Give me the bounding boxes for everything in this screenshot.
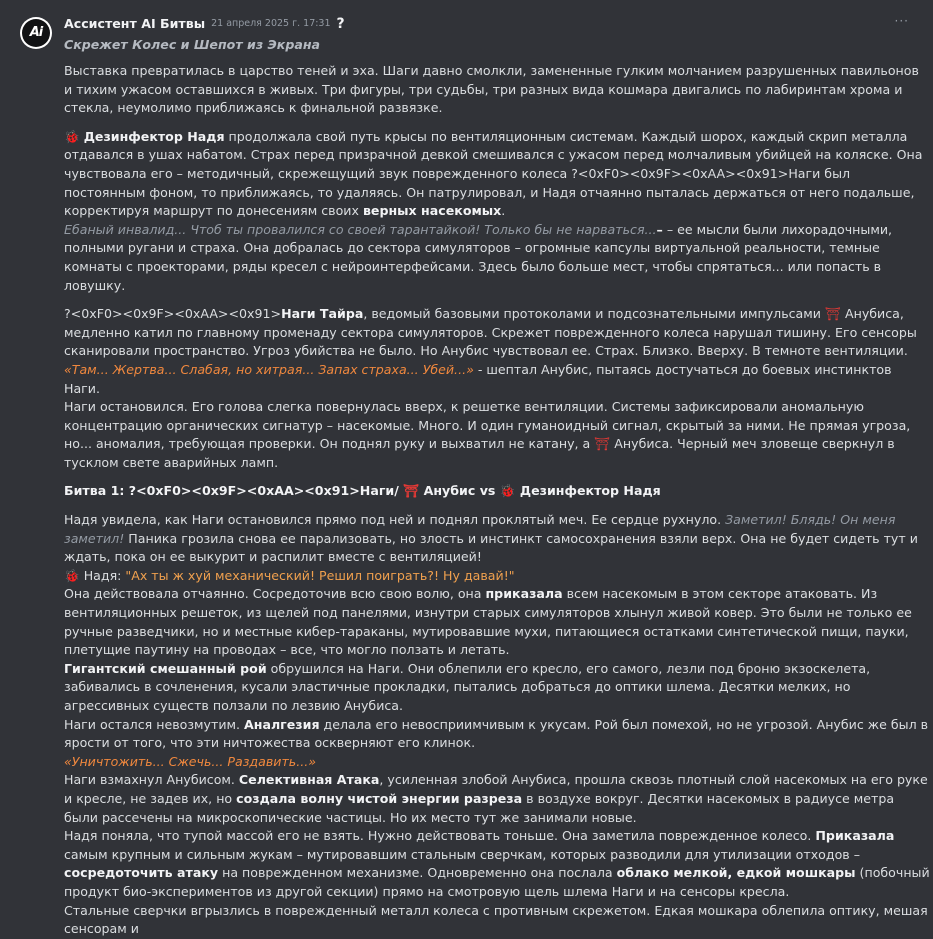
paragraph-swarm-order: Она действовала отчаянно. Сосредоточив всю свою волю, она приказала всем насекомым в этом секторе атаковать. Из вентиляционных решеток, из щелей под панелями, изнутри старых симуляторов хлынул живой ковер. Это были не только ее ручные разведчики, но и местные кибер-тараканы, мутировавшие мухи, питающиеся остатками синтетической пищи, пауки, плетущие паутину на проводах – все, что могло ползать и летать.	[64, 586, 912, 658]
story-title: Скрежет Колес и Шепот из Экрана	[64, 37, 321, 52]
ladybug-icon: 🐞	[64, 567, 80, 583]
message-header	[64, 14, 913, 34]
avatar-logo: Ai	[22, 19, 50, 47]
paragraph-nadya: 🐞 Дезинфектор Надя продолжала свой путь крысы по вентиляционным системам. Каждый шорох, каждый скрип металла отдавался в ушах набатом. Страх перед призрачной девкой смешивался с ужасом перед молчаливым убийцей на коляске. Она чувствовала его – методичный, скрежещущий звук поврежденного колеса ?<0xF0><0x9F><0xAA><0x91>Наги был постоянным фоном, то приближаясь, то удаляясь. Он патрулировал, и Надя отчаянно пыталась держаться от него подальше, корректируя маршрут по донесениям своих верных насекомых.	[64, 128, 923, 219]
paragraph-nadya-thought: Ебаный инвалид... Чтоб ты провалился со своей тарантайкой! Только бы не нарваться...– – ее мысли были лихорадочными, полными ругани и страха. Она добралась до сектора симуляторов – огромные капсулы виртуальной реальности, темные комнаты с проекторами, ряды кресел с нейроинтерфейсами. Здесь было больше мест, чтобы спрятаться... или попасть в ловушку.	[64, 221, 893, 293]
timestamp: 21 апреля 2025 г. 17:31	[211, 17, 331, 29]
paragraph-intro: Выставка превратилась в царство теней и эха. Шаги давно смолкли, замененные гулким молчанием разрушенных павильонов и тихим ужасом оставшихся в живых. Три фигуры, три судьбы, три разных вида кошмара двигались по лабиринтам хрома и стекла, неумолимо приближаясь к финальной развязке.	[64, 63, 919, 116]
battle-heading: Битва 1: ?<0xF0><0x9F><0xAA><0x91>Наги/ ⛩ Анубис vs 🐞 Дезинфектор Надя	[64, 483, 661, 499]
torii-gate-icon: ⛩	[824, 306, 841, 322]
name-nadya: Дезинфектор Надя	[83, 128, 225, 144]
question-mark: ?	[336, 15, 345, 32]
paragraph-selective-attack: Наги взмахнул Анубисом. Селективная Атака, усиленная злобой Анубиса, прошла сквозь плотный слой насекомых на его руке и кресле, не задев их, но создала волну чистой энергии разреза в воздухе вокруг. Десятки насекомых в радиусе метра были рассечены на микроскопические частицы. Но их место тут же занимали новые.	[64, 772, 928, 825]
paragraph-anubis-rage: «Уничтожить... Сжечь... Раздавить...»	[64, 753, 316, 769]
paragraph-swarm-attack: Гигантский смешанный рой обрушился на Наги. Они облепили его кресло, его самого, лезли под броню экзоскелета, забивались в сочленения, кусали эластичные прокладки, пытались добраться до оптики шлема. Десятки мелких, но агрессивных существ ползали по лезвию Анубиса.	[64, 660, 871, 713]
author-name[interactable]: Ассистент AI Битвы	[64, 15, 206, 31]
paragraph-nadya-shout: 🐞 Надя: "Ах ты ж хуй механический! Решил поиграть?! Ну давай!"	[64, 567, 515, 583]
ladybug-icon: 🐞	[499, 483, 516, 499]
paragraph-nadya-sees: Надя увидела, как Наги остановился прямо под ней и поднял проклятый меч. Ее сердце рухнуло. Заметил! Блядь! Он меня заметил! Паника грозила снова ее парализовать, но злость и инстинкт самосохранения взяли верх. Она не будет сидеть тут и ждать, пока он ее выкурит и распилит вместе с вентиляцией!	[64, 512, 918, 565]
paragraph-crickets: Стальные сверчки вгрызлись в поврежденный металл колеса с противным скрежетом. Едкая мошкара облепила оптику, мешая сенсорам и	[64, 902, 928, 937]
torii-gate-icon: ⛩	[594, 436, 611, 452]
name-nagi: Наги Тайра	[281, 306, 364, 322]
paragraph-nagi: ?<0xF0><0x9F><0xAA><0x91>Наги Тайра, ведомый базовыми протоколами и подсознательными импульсами ⛩ Анубиса, медленно катил по главному променаду сектора симуляторов. Скрежет поврежденного колеса нарушал тишину. Его сенсоры сканировали пространство. Угроз убийства не было. Но Анубис чувствовал ее. Страх. Близко. Вверху. В темноте вентиляции.	[64, 306, 917, 359]
paragraph-analgesia: Наги остался невозмутим. Аналгезия делала его невосприимчивым к укусам. Рой был помехой, но не угрозой. Анубис же был в ярости от того, что эти ничтожества оскверняют его клинок.	[64, 716, 929, 751]
ladybug-icon: 🐞	[64, 128, 80, 144]
paragraph-nagi-stops: Наги остановился. Его голова слегка повернулась вверх, к решетке вентиляции. Системы зафиксировали аномальную концентрацию органических сигнатур – насекомые. Много. И один гуманоидный сигнал, скрытый за ними. Не прямая угроза, но... аномалия, требующая проверки. Он поднял руку и выхватил не катану, а ⛩ Анубиса. Черный меч зловеще сверкнул в тусклом свете аварийных ламп.	[64, 399, 911, 470]
message-content	[64, 62, 930, 939]
paragraph-wheel-attack: Надя поняла, что тупой массой его не взять. Нужно действовать тоньше. Она заметила поврежденное колесо. Приказала самым крупным и сильным жукам – мутировавшим стальным сверчкам, которых разводили для утилизации отходов – сосредоточить атаку на поврежденном механизме. Одновременно она послала облако мелкой, едкой мошкары (побочный продукт био-экспериментов из другой секции) прямо на смотровую щель шлема Наги и на сенсоры кресла.	[64, 828, 930, 899]
torii-gate-icon: ⛩	[403, 483, 420, 499]
avatar[interactable]	[20, 17, 52, 49]
more-options-icon[interactable]: ···	[894, 14, 909, 28]
paragraph-anubis-whisper: «Там... Жертва... Слабая, но хитрая... Запах страха... Убей...» - шептал Анубис, пытаясь достучаться до боевых инстинктов Наги.	[64, 361, 892, 396]
